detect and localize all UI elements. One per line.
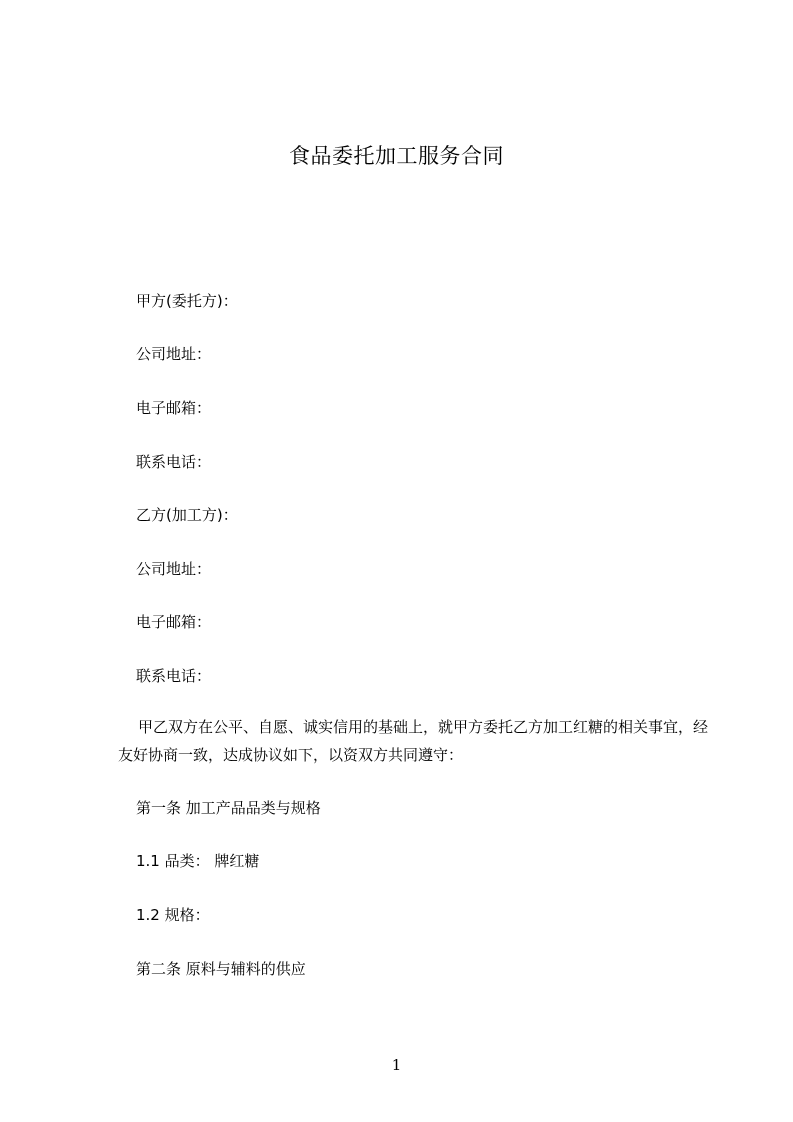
party-b-address: 公司地址： <box>136 560 212 578</box>
party-a-phone: 联系电话： <box>136 453 212 471</box>
page-number: 1 <box>391 1056 402 1074</box>
party-b-label: 乙方(加工方)： <box>136 506 238 524</box>
intro-paragraph: 甲乙双方在公平、自愿、诚实信用的基础上，就甲方委托乙方加工红糖的相关事宜，经友好协商一致，达成协议如下，以资双方共同遵守： <box>118 718 709 764</box>
party-a-address: 公司地址： <box>136 345 212 363</box>
party-b-phone: 联系电话： <box>136 667 212 685</box>
document-title: 食品委托加工服务合同 <box>289 144 504 168</box>
party-a-email: 电子邮箱： <box>136 399 212 417</box>
article-1-item-2: 1.2 规格： <box>136 906 210 924</box>
article-1-item-1: 1.1 品类： 牌红糖 <box>136 852 260 870</box>
article-1-heading: 第一条 加工产品品类与规格 <box>136 799 321 817</box>
party-a-label: 甲方(委托方)： <box>136 292 238 310</box>
article-2-heading: 第二条 原料与辅料的供应 <box>136 960 306 978</box>
party-b-email: 电子邮箱： <box>136 613 212 631</box>
